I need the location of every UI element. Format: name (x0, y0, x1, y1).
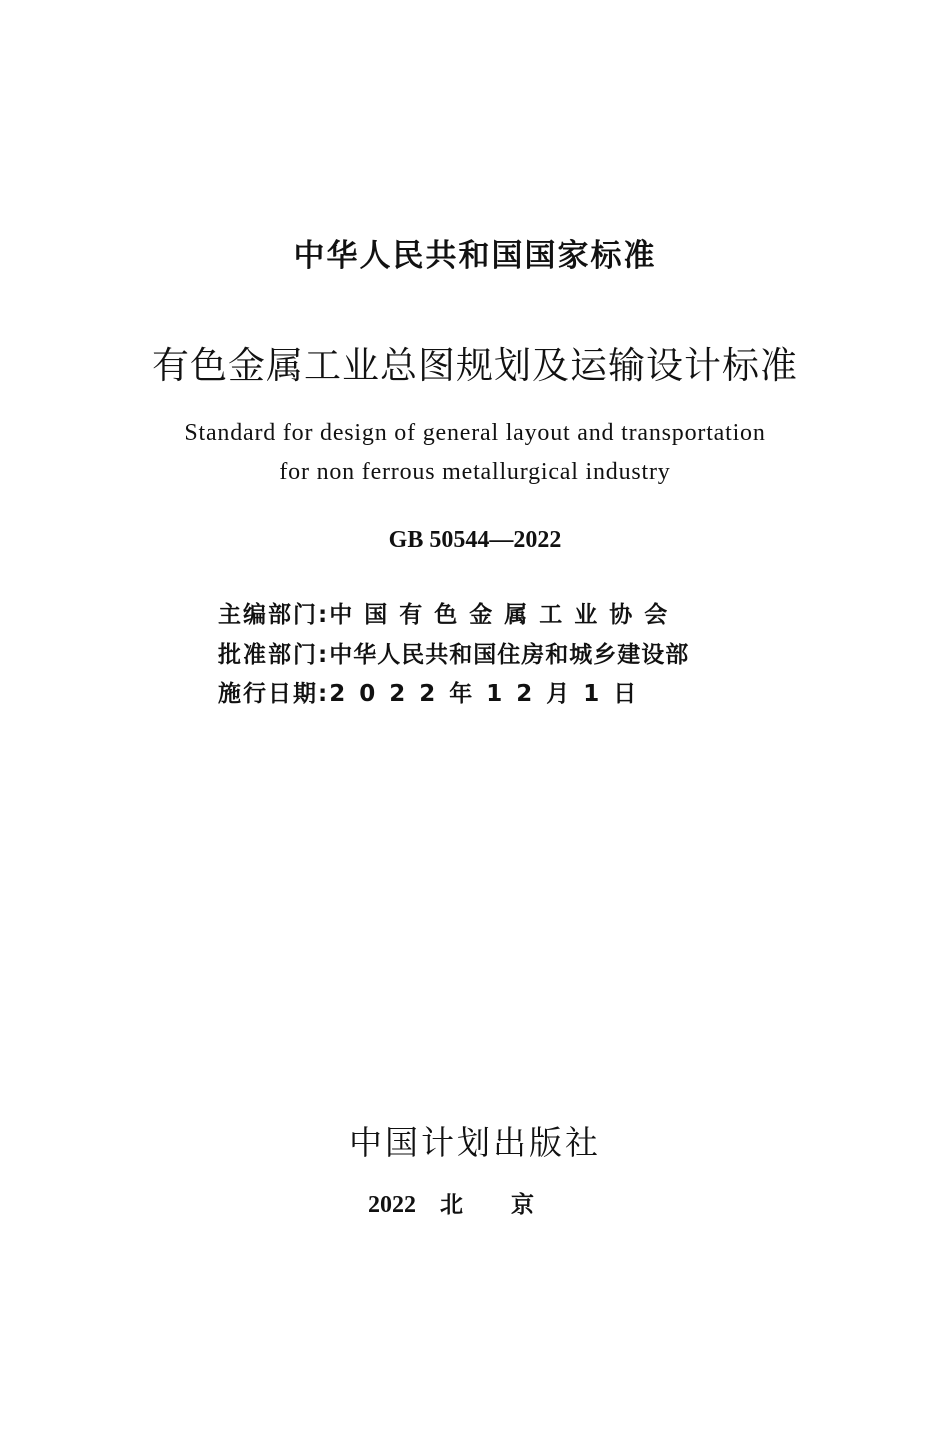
standard-type-heading: 中华人民共和国国家标准 (293, 238, 657, 274)
editor-department-value: 中国有色金属工业协会 (329, 602, 680, 628)
publication-city: 北京 (440, 1192, 582, 1218)
document-title-chinese: 有色金属工业总图规划及运输设计标准 (152, 344, 798, 387)
approving-department-label: 批准部门: (218, 642, 330, 668)
effective-date-label: 施行日期: (218, 681, 330, 707)
approving-department-row (218, 636, 738, 669)
publication-year: 2022 (368, 1192, 416, 1218)
standard-code: GB 50544—2022 (388, 527, 562, 553)
approving-department-value: 中华人民共和国住房和城乡建设部 (329, 642, 690, 668)
effective-date-row (218, 675, 738, 708)
editor-department-row (218, 596, 738, 629)
document-title-english-line-2: for non ferrous metallurgical industry (279, 459, 671, 485)
publication-place (0, 1186, 950, 1219)
effective-date-value: 2022年12月1日 (329, 681, 651, 707)
editor-department-label: 主编部门: (218, 602, 330, 628)
document-title-english-line-1: Standard for design of general layout and transportation (184, 420, 766, 446)
publisher-name: 中国计划出版社 (349, 1123, 601, 1162)
